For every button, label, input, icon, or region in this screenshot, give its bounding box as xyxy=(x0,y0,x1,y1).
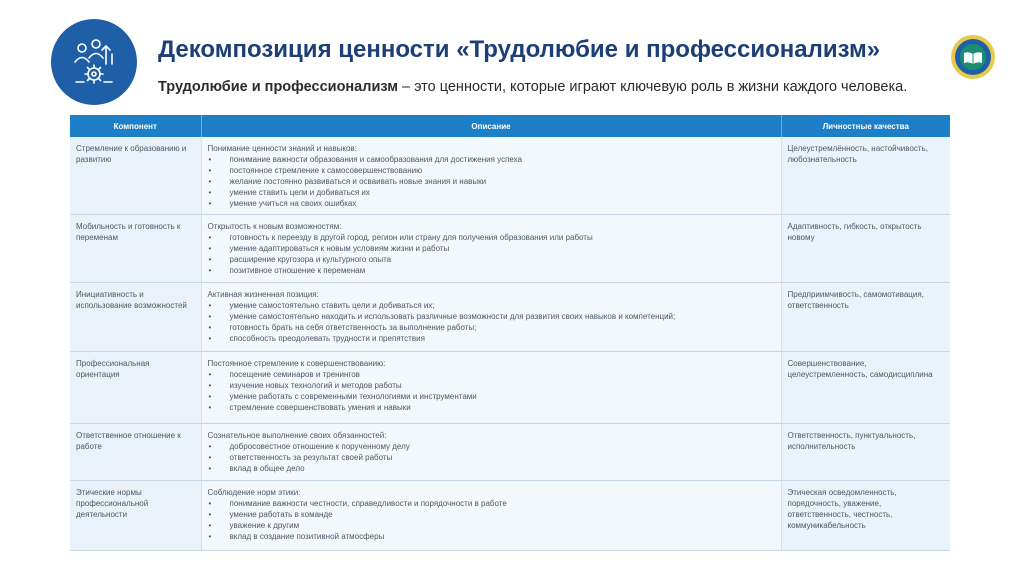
description-intro: Соблюдение норм этики: xyxy=(207,487,301,497)
list-item: • умение учиться на своих ошибках xyxy=(208,198,775,209)
table-row xyxy=(70,480,950,550)
table-row xyxy=(70,282,950,351)
list-item: • добросовестное отношение к порученному делу xyxy=(208,441,775,452)
table-row xyxy=(70,351,950,423)
bullet-list xyxy=(208,232,775,276)
qualities-cell: Ответственность, пунктуальность, исполнительность xyxy=(781,423,950,480)
list-item: • умение работать в команде xyxy=(208,509,775,520)
column-header-component: Компонент xyxy=(70,115,201,137)
list-item: • вклад в создание позитивной атмосферы xyxy=(208,531,775,542)
list-item: • умение самостоятельно ставить цели и добиваться их; xyxy=(208,300,775,311)
component-cell: Этические нормы профессиональной деятельности xyxy=(70,480,201,550)
description-cell xyxy=(201,137,781,214)
bullet-list xyxy=(208,369,775,413)
qualities-cell: Предприимчивость, самомотивация, ответственность xyxy=(781,282,950,351)
subtitle-rest: – это ценности, которые играют ключевую роль в жизни каждого человека. xyxy=(397,79,908,95)
component-cell: Ответственное отношение к работе xyxy=(70,423,201,480)
emblem xyxy=(950,34,996,80)
table-row xyxy=(70,137,950,214)
people-growth-gear-icon xyxy=(66,34,122,90)
description-cell xyxy=(201,351,781,423)
book-emblem-icon xyxy=(950,34,996,80)
component-cell: Мобильность и готовность к переменам xyxy=(70,214,201,282)
description-intro: Сознательное выполнение своих обязанностей: xyxy=(207,430,387,440)
list-item: • желание постоянно развиваться и осваивать новые знания и навыки xyxy=(208,176,775,187)
qualities-cell: Этическая осведомленность, порядочность, уважение, ответственность, честность, коммуникабельность xyxy=(781,480,950,550)
component-cell: Стремление к образованию и развитию xyxy=(70,137,201,214)
list-item: • позитивное отношение к переменам xyxy=(208,265,775,276)
qualities-cell: Адаптивность, гибкость, открытость новому xyxy=(781,214,950,282)
list-item: • умение ставить цели и добиваться их xyxy=(208,187,775,198)
description-intro: Постоянное стремление к совершенствованию: xyxy=(207,358,386,368)
list-item: • стремление совершенствовать умения и навыки xyxy=(208,402,775,413)
list-item: • готовность к переезду в другой город, регион или страну для получения образования или работы xyxy=(208,232,775,243)
bullet-list xyxy=(208,154,775,209)
component-cell: Инициативность и использование возможностей xyxy=(70,282,201,351)
description-intro: Активная жизненная позиция: xyxy=(207,289,319,299)
table-row xyxy=(70,214,950,282)
logo xyxy=(51,19,137,105)
bullet-list xyxy=(208,300,775,344)
list-item: • умение работать с современными технологиями и инструментами xyxy=(208,391,775,402)
list-item: • расширение кругозора и культурного опыта xyxy=(208,254,775,265)
column-header-description: Описание xyxy=(201,115,781,137)
description-intro: Открытость к новым возможностям: xyxy=(207,221,342,231)
list-item: • готовность брать на себя ответственность за выполнение работы; xyxy=(208,322,775,333)
subtitle-bold: Трудолюбие и профессионализм xyxy=(158,79,398,95)
page-title: Декомпозиция ценности «Трудолюбие и профессионализм» xyxy=(158,36,881,63)
list-item: • умение адаптироваться к новым условиям жизни и работы xyxy=(208,243,775,254)
description-intro: Понимание ценности знаний и навыков: xyxy=(207,144,357,153)
list-item: • уважение к другим xyxy=(208,520,775,531)
values-table xyxy=(70,115,950,551)
list-item: • понимание важности образования и самообразования для достижения успеха xyxy=(208,154,775,165)
qualities-cell: Совершенствование, целеустремленность, самодисциплина xyxy=(781,351,950,423)
table-row xyxy=(70,423,950,480)
list-item: • умение самостоятельно находить и использовать различные возможности для развития своих навыков и компетенций; xyxy=(208,311,775,322)
description-cell xyxy=(201,480,781,550)
list-item: • посещение семинаров и тренингов xyxy=(208,369,775,380)
bullet-list xyxy=(208,441,775,474)
page-subtitle xyxy=(158,79,907,95)
list-item: • постоянное стремление к самосовершенствованию xyxy=(208,165,775,176)
table-header-row xyxy=(70,115,950,137)
list-item: • изучение новых технологий и методов работы xyxy=(208,380,775,391)
list-item: • вклад в общее дело xyxy=(208,463,775,474)
component-cell: Профессиональная ориентация xyxy=(70,351,201,423)
column-header-qualities: Личностные качества xyxy=(781,115,950,137)
list-item: • ответственность за результат своей работы xyxy=(208,452,775,463)
description-cell xyxy=(201,282,781,351)
list-item: • способность преодолевать трудности и препятствия xyxy=(208,333,775,344)
description-cell xyxy=(201,423,781,480)
description-cell xyxy=(201,214,781,282)
list-item: • понимание важности честности, справедливости и порядочности в работе xyxy=(208,498,775,509)
bullet-list xyxy=(208,498,775,542)
qualities-cell: Целеустремлённость, настойчивость, любознательность xyxy=(781,137,950,214)
